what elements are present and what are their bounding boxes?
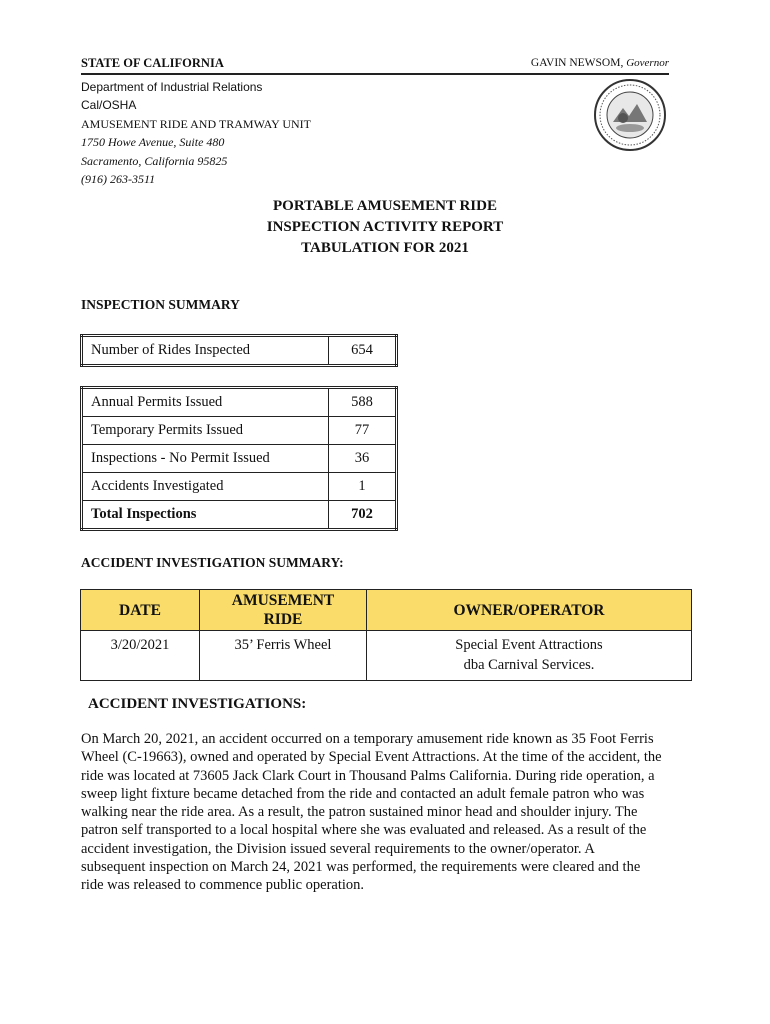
table-row xyxy=(82,336,397,366)
total-value: 702 xyxy=(329,501,397,530)
row-value: 1 xyxy=(329,473,397,501)
row-value: 77 xyxy=(329,417,397,445)
owner-line-2: dba Carnival Services. xyxy=(463,657,595,673)
rides-inspected-value: 654 xyxy=(329,336,397,366)
department-name: Department of Industrial Relations xyxy=(81,80,263,94)
row-value: 588 xyxy=(329,388,397,417)
inspection-summary-heading: INSPECTION SUMMARY xyxy=(81,297,240,312)
ride-header xyxy=(200,590,367,631)
paragraph-line: walking near the ride area. As a result, the patron sustained minor head and shoulder injury. The xyxy=(81,804,638,821)
governor-title: Governor xyxy=(626,57,669,69)
rides-inspected-table xyxy=(80,334,398,367)
rides-inspected-label: Number of Rides Inspected xyxy=(82,336,329,366)
ride-header-line-2: RIDE xyxy=(263,611,303,628)
table-header-row xyxy=(81,590,692,631)
street-address: 1750 Howe Avenue, Suite 480 xyxy=(81,135,225,150)
phone-number: (916) 263-3511 xyxy=(81,172,156,187)
accident-summary-heading: ACCIDENT INVESTIGATION SUMMARY: xyxy=(81,555,344,570)
unit-name: AMUSEMENT RIDE AND TRAMWAY UNIT xyxy=(81,116,312,131)
paragraph-line: accident investigation, the Division issued several requirements to the owner/operator. A xyxy=(81,840,595,857)
owner-header: OWNER/OPERATOR xyxy=(367,590,692,631)
paragraph-line: sweep light fixture became detached from the ride and contacted an adult female patron who was xyxy=(81,785,645,802)
paragraph-line: patron self transported to a local hospital where she was evaluated and released. As a result of the xyxy=(81,822,647,839)
accident-ride: 35’ Ferris Wheel xyxy=(200,631,367,681)
agency-name: Cal/OSHA xyxy=(81,98,137,113)
investigation-paragraph xyxy=(81,730,693,895)
paragraph-line: ride was located at 73605 Jack Clark Court in Thousand Palms California. During ride operation, a xyxy=(81,767,655,784)
table-row xyxy=(82,445,397,473)
owner-line-1: Special Event Attractions xyxy=(455,637,603,653)
accident-owner xyxy=(367,631,692,681)
table-row xyxy=(81,631,692,681)
paragraph-line: ride was released to commence public operation. xyxy=(81,877,365,894)
accident-date: 3/20/2021 xyxy=(81,631,200,681)
title-line-2: INSPECTION ACTIVITY REPORT xyxy=(266,219,504,235)
row-label: Inspections - No Permit Issued xyxy=(82,445,329,473)
date-header: DATE xyxy=(81,590,200,631)
address-block xyxy=(81,78,311,188)
governor-line xyxy=(531,57,669,69)
paragraph-line: Wheel (C-19663), owned and operated by Special Event Attractions. At the time of the accident, the xyxy=(81,749,662,766)
state-seal-icon xyxy=(593,78,667,152)
city-address: Sacramento, California 95825 xyxy=(81,153,228,168)
title-line-3: TABULATION FOR 2021 xyxy=(301,240,469,256)
state-name: STATE OF CALIFORNIA xyxy=(81,56,224,70)
paragraph-line: On March 20, 2021, an accident occurred on a temporary amusement ride known as 35 Foot Ferris xyxy=(81,731,654,747)
table-row xyxy=(82,417,397,445)
governor-name: GAVIN NEWSOM, xyxy=(530,57,624,69)
report-title xyxy=(0,196,770,259)
table-row xyxy=(82,473,397,501)
row-label: Annual Permits Issued xyxy=(82,388,329,417)
row-value: 36 xyxy=(329,445,397,473)
table-row xyxy=(82,501,397,530)
header-rule xyxy=(81,73,669,75)
title-line-1: PORTABLE AMUSEMENT RIDE xyxy=(273,198,497,214)
row-label: Temporary Permits Issued xyxy=(82,417,329,445)
total-label: Total Inspections xyxy=(82,501,329,530)
permits-table xyxy=(80,386,398,531)
table-row xyxy=(82,388,397,417)
ride-header-line-1: AMUSEMENT xyxy=(231,592,335,609)
accident-summary-table xyxy=(80,589,692,681)
row-label: Accidents Investigated xyxy=(82,473,329,501)
investigations-heading: ACCIDENT INVESTIGATIONS: xyxy=(88,696,307,712)
paragraph-line: subsequent inspection on March 24, 2021 was performed, the requirements were cleared and the xyxy=(81,859,641,876)
